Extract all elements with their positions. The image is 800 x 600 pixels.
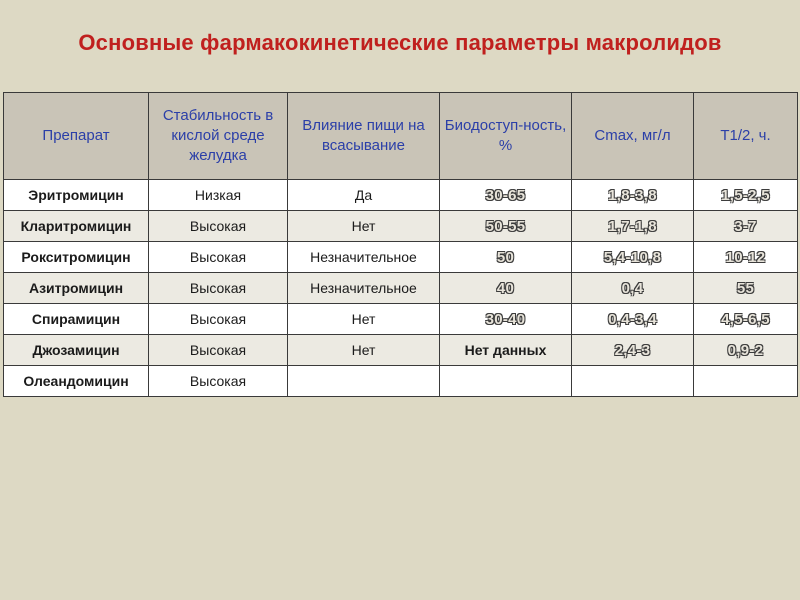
cell-food-effect (288, 366, 440, 397)
cell-food-effect: Незначительное (288, 273, 440, 304)
cell-food-effect: Нет (288, 304, 440, 335)
cell-acid-stability: Высокая (149, 273, 288, 304)
cell-half-life: 0,9-2 (694, 335, 798, 366)
cell-acid-stability: Высокая (149, 242, 288, 273)
table-row (4, 242, 798, 273)
cell-drug: Кларитромицин (4, 211, 149, 242)
cell-drug: Олеандомицин (4, 366, 149, 397)
cell-drug: Эритромицин (4, 180, 149, 211)
cell-cmax: 1,8-3,8 (572, 180, 694, 211)
cell-half-life (694, 366, 798, 397)
cell-half-life: 55 (694, 273, 798, 304)
table-row (4, 273, 798, 304)
cell-drug: Рокситромицин (4, 242, 149, 273)
cell-acid-stability: Высокая (149, 211, 288, 242)
cell-bioavailability: 50-55 (440, 211, 572, 242)
header-drug: Препарат (4, 93, 149, 180)
cell-cmax: 0,4 (572, 273, 694, 304)
cell-cmax: 5,4-10,8 (572, 242, 694, 273)
table-row (4, 335, 798, 366)
table-row (4, 366, 798, 397)
table-row (4, 180, 798, 211)
header-bioavailability: Биодоступ-ность, % (440, 93, 572, 180)
cell-cmax (572, 366, 694, 397)
cell-cmax: 0,4-3,4 (572, 304, 694, 335)
cell-drug: Азитромицин (4, 273, 149, 304)
cell-half-life: 1,5-2,5 (694, 180, 798, 211)
cell-bioavailability (440, 366, 572, 397)
cell-bioavailability: Нет данных (440, 335, 572, 366)
cell-drug: Джозамицин (4, 335, 149, 366)
cell-food-effect: Незначительное (288, 242, 440, 273)
header-half-life: Т1/2, ч. (694, 93, 798, 180)
cell-food-effect: Нет (288, 335, 440, 366)
cell-bioavailability: 30-40 (440, 304, 572, 335)
header-cmax: Cmax, мг/л (572, 93, 694, 180)
page-title: Основные фармакокинетические параметры макролидов (78, 30, 722, 55)
cell-bioavailability: 30-65 (440, 180, 572, 211)
cell-acid-stability: Высокая (149, 335, 288, 366)
pharmacokinetics-table (3, 92, 798, 397)
table-row (4, 304, 798, 335)
cell-food-effect: Да (288, 180, 440, 211)
cell-food-effect: Нет (288, 211, 440, 242)
cell-acid-stability: Низкая (149, 180, 288, 211)
table-header-row (4, 93, 798, 180)
cell-bioavailability: 40 (440, 273, 572, 304)
table-row (4, 211, 798, 242)
cell-half-life: 3-7 (694, 211, 798, 242)
cell-cmax: 2,4-3 (572, 335, 694, 366)
cell-half-life: 10-12 (694, 242, 798, 273)
cell-drug: Спирамицин (4, 304, 149, 335)
cell-bioavailability: 50 (440, 242, 572, 273)
header-food-effect: Влияние пищи на всасывание (288, 93, 440, 180)
header-acid-stability: Стабильность в кислой среде желудка (149, 93, 288, 180)
cell-acid-stability: Высокая (149, 366, 288, 397)
cell-acid-stability: Высокая (149, 304, 288, 335)
cell-cmax: 1,7-1,8 (572, 211, 694, 242)
cell-half-life: 4,5-6,5 (694, 304, 798, 335)
